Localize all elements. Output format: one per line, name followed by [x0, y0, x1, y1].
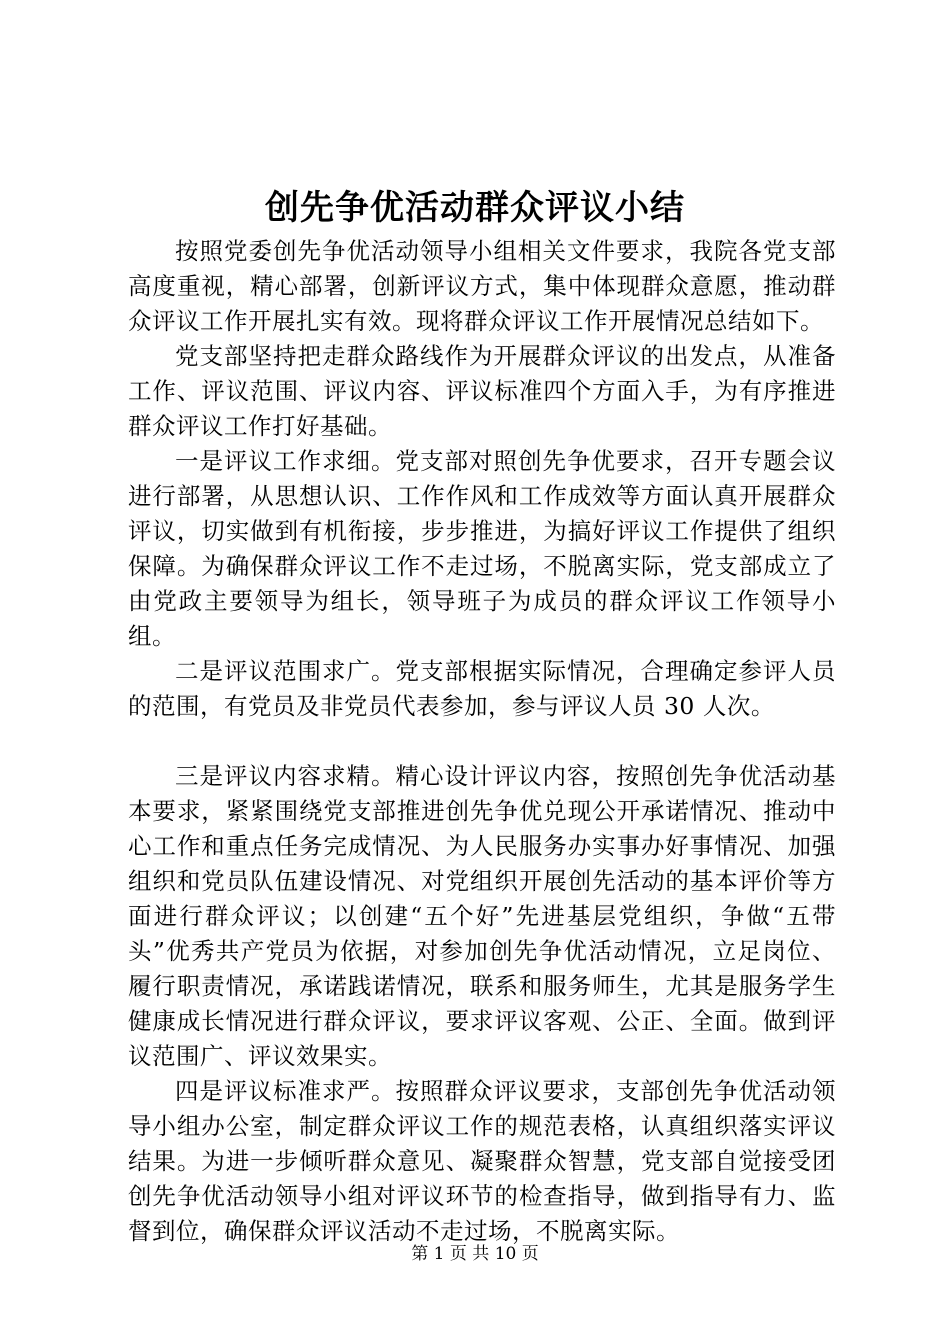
- paragraph-intro: 按照党委创先争优活动领导小组相关文件要求，我院各党支部高度重视，精心部署，创新评议方式，集中体现群众意愿，推动群众评议工作开展扎实有效。现将群众评议工作开展情况总结如下。: [128, 237, 836, 335]
- paragraph-overview: 党支部坚持把走群众路线作为开展群众评议的出发点，从准备工作、评议范围、评议内容、评议标准四个方面入手，为有序推进群众评议工作打好基础。: [128, 342, 836, 440]
- document-body: [128, 234, 836, 1249]
- paragraph-point-two: 二是评议范围求广。党支部根据实际情况，合理确定参评人员的范围，有党员及非党员代表参加，参与评议人员 30 人次。: [128, 657, 836, 720]
- paragraph-point-three: 三是评议内容求精。精心设计评议内容，按照创先争优活动基本要求，紧紧围绕党支部推进创先争优兑现公开承诺情况、推动中心工作和重点任务完成情况、为人民服务办实事办好事情况、加强组织和党员队伍建设情况、对党组织开展创先活动的基本评价等方面进行群众评议；以创建“五个好”先进基层党组织，争做“五带头”优秀共产党员为依据，对参加创先争优活动情况，立足岗位、履行职责情况，承诺践诺情况，联系和服务师生，尤其是服务学生健康成长情况进行群众评议，要求评议客观、公正、全面。做到评议范围广、评议效果实。: [128, 762, 836, 1070]
- document-title: 创先争优活动群众评议小结: [265, 188, 685, 228]
- paragraph-point-four: 四是评议标准求严。按照群众评议要求，支部创先争优活动领导小组办公室，制定群众评议工作的规范表格，认真组织落实评议结果。为进一步倾听群众意见、凝聚群众智慧，党支部自觉接受团创先争优活动领导小组对评议环节的检查指导，做到指导有力、监督到位，确保群众评议活动不走过场，不脱离实际。: [128, 1077, 836, 1245]
- paragraph-point-one: 一是评议工作求细。党支部对照创先争优要求，召开专题会议进行部署，从思想认识、工作作风和工作成效等方面认真开展群众评议，切实做到有机衔接，步步推进，为搞好评议工作提供了组织保障。为确保群众评议工作不走过场，不脱离实际，党支部成立了由党政主要领导为组长，领导班子为成员的群众评议工作领导小组。: [128, 447, 836, 650]
- page-number-footer: 第 1 页 共 10 页: [411, 1244, 539, 1264]
